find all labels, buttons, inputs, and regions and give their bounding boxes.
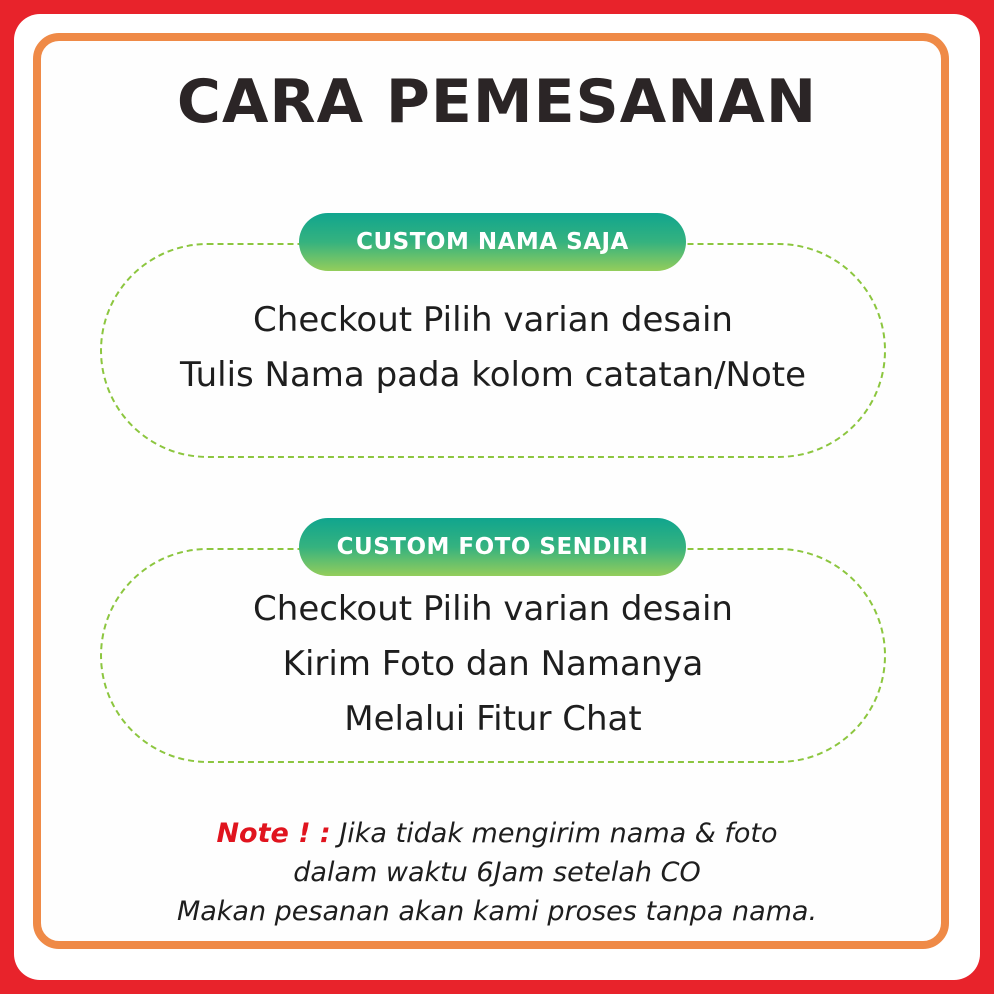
section-custom-nama-text [100, 293, 886, 403]
note-block [40, 814, 954, 931]
note-line: Makan pesanan akan kami proses tanpa nama. [176, 896, 818, 927]
section-custom-foto-label: CUSTOM FOTO SENDIRI [299, 518, 686, 576]
note-line: dalam waktu 6Jam setelah CO [293, 857, 701, 888]
instruction-line: Kirim Foto dan Namanya [282, 644, 704, 684]
instruction-line: Checkout Pilih varian desain [253, 589, 733, 629]
instruction-line: Tulis Nama pada kolom catatan/Note [179, 355, 807, 395]
section-custom-nama-label: CUSTOM NAMA SAJA [299, 213, 686, 271]
instruction-line: Melalui Fitur Chat [344, 699, 642, 739]
note-label: Note ! : [216, 818, 331, 849]
section-custom-foto-text [100, 582, 886, 747]
orange-frame [33, 33, 949, 949]
instruction-line: Checkout Pilih varian desain [253, 300, 733, 340]
note-text: Jika tidak mengirim nama & foto [330, 818, 778, 849]
note-line [40, 814, 954, 853]
page-title: CARA PEMESANAN [176, 67, 818, 137]
